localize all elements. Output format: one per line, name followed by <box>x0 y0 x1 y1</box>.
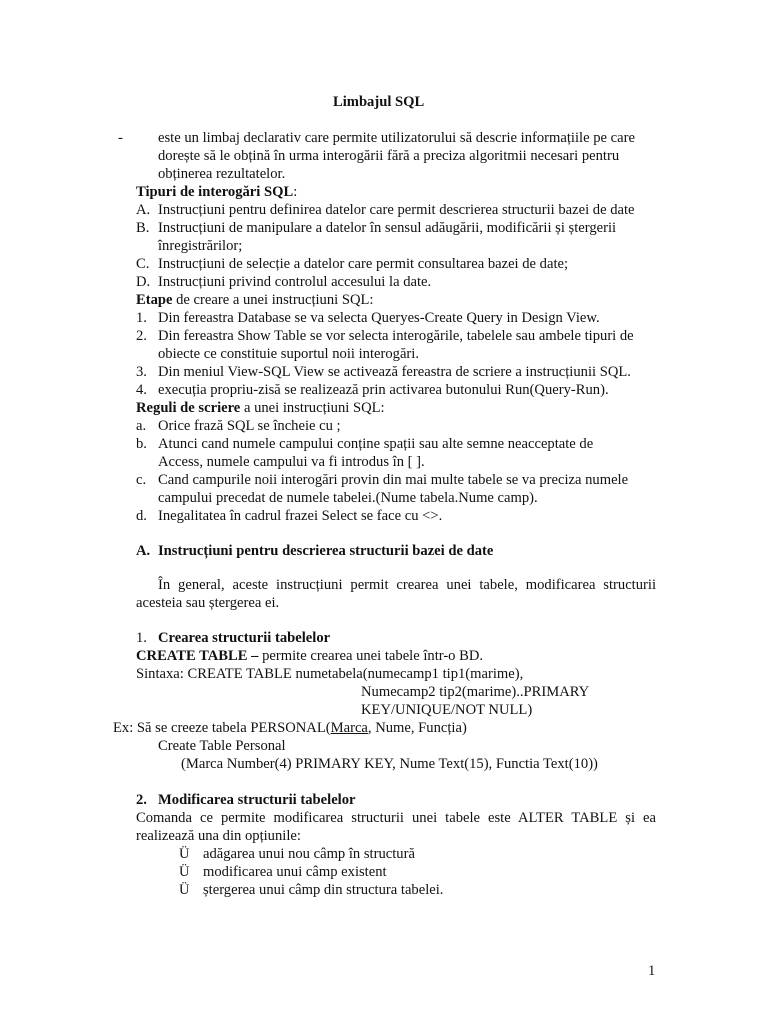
list-marker: d. <box>136 508 147 524</box>
list-item-text: Atunci cand numele campului conține spații sau alte semne neacceptate de <box>158 436 594 452</box>
intro-line: dorește să le obțină în urma interogării fără a preciza algoritmii necesari pentru <box>158 148 620 164</box>
list-item-text: obiecte ce constituie suportul noii interogări. <box>158 346 419 362</box>
list-marker: 1. <box>136 310 147 326</box>
list-marker: a. <box>136 418 147 434</box>
option-item <box>179 881 443 899</box>
code-line: (Marca Number(4) PRIMARY KEY, Nume Text(15), Functia Text(10)) <box>181 756 598 772</box>
list-item-text: execuția propriu-zisă se realizează prin activarea butonului Run(Query-Run). <box>158 382 609 398</box>
example-suffix: , Nume, Funcția) <box>367 720 467 736</box>
section-a-paragraph: În general, aceste instrucțiuni permit crearea unei tabele, modificarea structurii <box>158 577 656 593</box>
list-item-text: Orice frază SQL se încheie cu ; <box>158 418 341 434</box>
list-marker: 4. <box>136 382 147 398</box>
list-item-text: Instrucțiuni de manipulare a datelor în sensul adăugării, modificării și ștergerii <box>158 220 617 236</box>
create-table-keyword: CREATE TABLE – <box>136 648 259 664</box>
bullet-icon: Ü <box>179 864 190 880</box>
list-item-text: campului precedat de numele tabelei.(Nume tabela.Nume camp). <box>158 490 538 506</box>
list-item-text: Din fereastra Database se va selecta Queryes-Create Query in Design View. <box>158 310 600 326</box>
list-item-text: Cand campurile noii interogări provin din mai multe tabele se va preciza numele <box>158 472 629 488</box>
code-line: Create Table Personal <box>158 738 286 754</box>
create-table-line <box>136 647 483 665</box>
syntax-line: KEY/UNIQUE/NOT NULL) <box>361 702 533 718</box>
list-marker: B. <box>136 220 150 236</box>
example-prefix: Ex: Să se creeze tabela PERSONAL( <box>113 720 331 736</box>
list-item-text: Din meniul View-SQL View se activează fereastra de scriere a instrucțiunii SQL. <box>158 364 631 380</box>
option-item <box>179 863 387 881</box>
bullet-icon: Ü <box>179 882 190 898</box>
syntax-line: Sintaxa: CREATE TABLE numetabela(numecamp1 tip1(marime), <box>136 666 524 682</box>
example-key-field: Marca <box>330 720 368 736</box>
list-marker: c. <box>136 472 147 488</box>
option-item <box>179 845 415 863</box>
section-a-heading: Instrucțiuni pentru descrierea structurii bazei de date <box>158 543 494 559</box>
tipuri-heading: Tipuri de interogări SQL <box>136 184 294 200</box>
etape-heading-line <box>136 291 373 309</box>
tipuri-colon: : <box>293 184 298 200</box>
subsection-2-heading: Modificarea structurii tabelelor <box>158 792 356 808</box>
intro-line: obținerea rezultatelor. <box>158 166 286 182</box>
list-marker: b. <box>136 436 147 452</box>
list-item-text: Instrucțiuni privind controlul accesului la date. <box>158 274 432 290</box>
option-text: ștergerea unui câmp din structura tabelei. <box>203 882 444 898</box>
list-item-text: Access, numele campului va fi introdus în [ ]. <box>158 454 425 470</box>
etape-heading-rest: de creare a unei instrucțiuni SQL: <box>172 292 374 308</box>
list-marker: C. <box>136 256 150 272</box>
option-text: modificarea unui câmp existent <box>203 864 387 880</box>
subsection-2-marker: 2. <box>136 792 147 808</box>
list-item-text: înregistrărilor; <box>158 238 243 254</box>
etape-heading: Etape <box>136 292 173 308</box>
option-text: adăgarea unui nou câmp în structură <box>203 846 415 862</box>
create-table-desc: permite crearea unei tabele într-o BD. <box>258 648 484 664</box>
subsection-2-paragraph: Comanda ce permite modificarea structurii unei tabele este ALTER TABLE și ea <box>136 810 656 826</box>
tipuri-heading-line <box>136 183 297 201</box>
section-a-paragraph: acesteia sau ștergerea ei. <box>136 595 280 611</box>
reguli-heading-line <box>136 399 385 417</box>
list-marker: 3. <box>136 364 147 380</box>
reguli-heading: Reguli de scriere <box>136 400 241 416</box>
list-marker: D. <box>136 274 151 290</box>
list-item-text: Inegalitatea în cadrul frazei Select se face cu <>. <box>158 508 443 524</box>
list-marker: A. <box>136 202 151 218</box>
list-item-text: Din fereastra Show Table se vor selecta interogările, tabelele sau ambele tipuri de <box>158 328 634 344</box>
reguli-heading-rest: a unei instrucțiuni SQL: <box>240 400 385 416</box>
section-a-marker: A. <box>136 543 151 559</box>
subsection-1-heading: Crearea structurii tabelelor <box>158 630 331 646</box>
subsection-1-marker: 1. <box>136 630 147 646</box>
syntax-line: Numecamp2 tip2(marime)..PRIMARY <box>361 684 590 700</box>
page-title: Limbajul SQL <box>333 94 425 110</box>
example-line <box>113 719 467 737</box>
intro-dash: - <box>118 130 123 146</box>
list-item-text: Instrucțiuni pentru definirea datelor care permit descrierea structurii bazei de date <box>158 202 635 218</box>
list-item-text: Instrucțiuni de selecție a datelor care permit consultarea bazei de date; <box>158 256 569 272</box>
list-marker: 2. <box>136 328 147 344</box>
intro-line: este un limbaj declarativ care permite utilizatorului să descrie informațiile pe care <box>158 130 635 146</box>
bullet-icon: Ü <box>179 846 190 862</box>
subsection-2-paragraph: realizează una din opțiunile: <box>136 828 301 844</box>
page-number: 1 <box>648 963 656 979</box>
